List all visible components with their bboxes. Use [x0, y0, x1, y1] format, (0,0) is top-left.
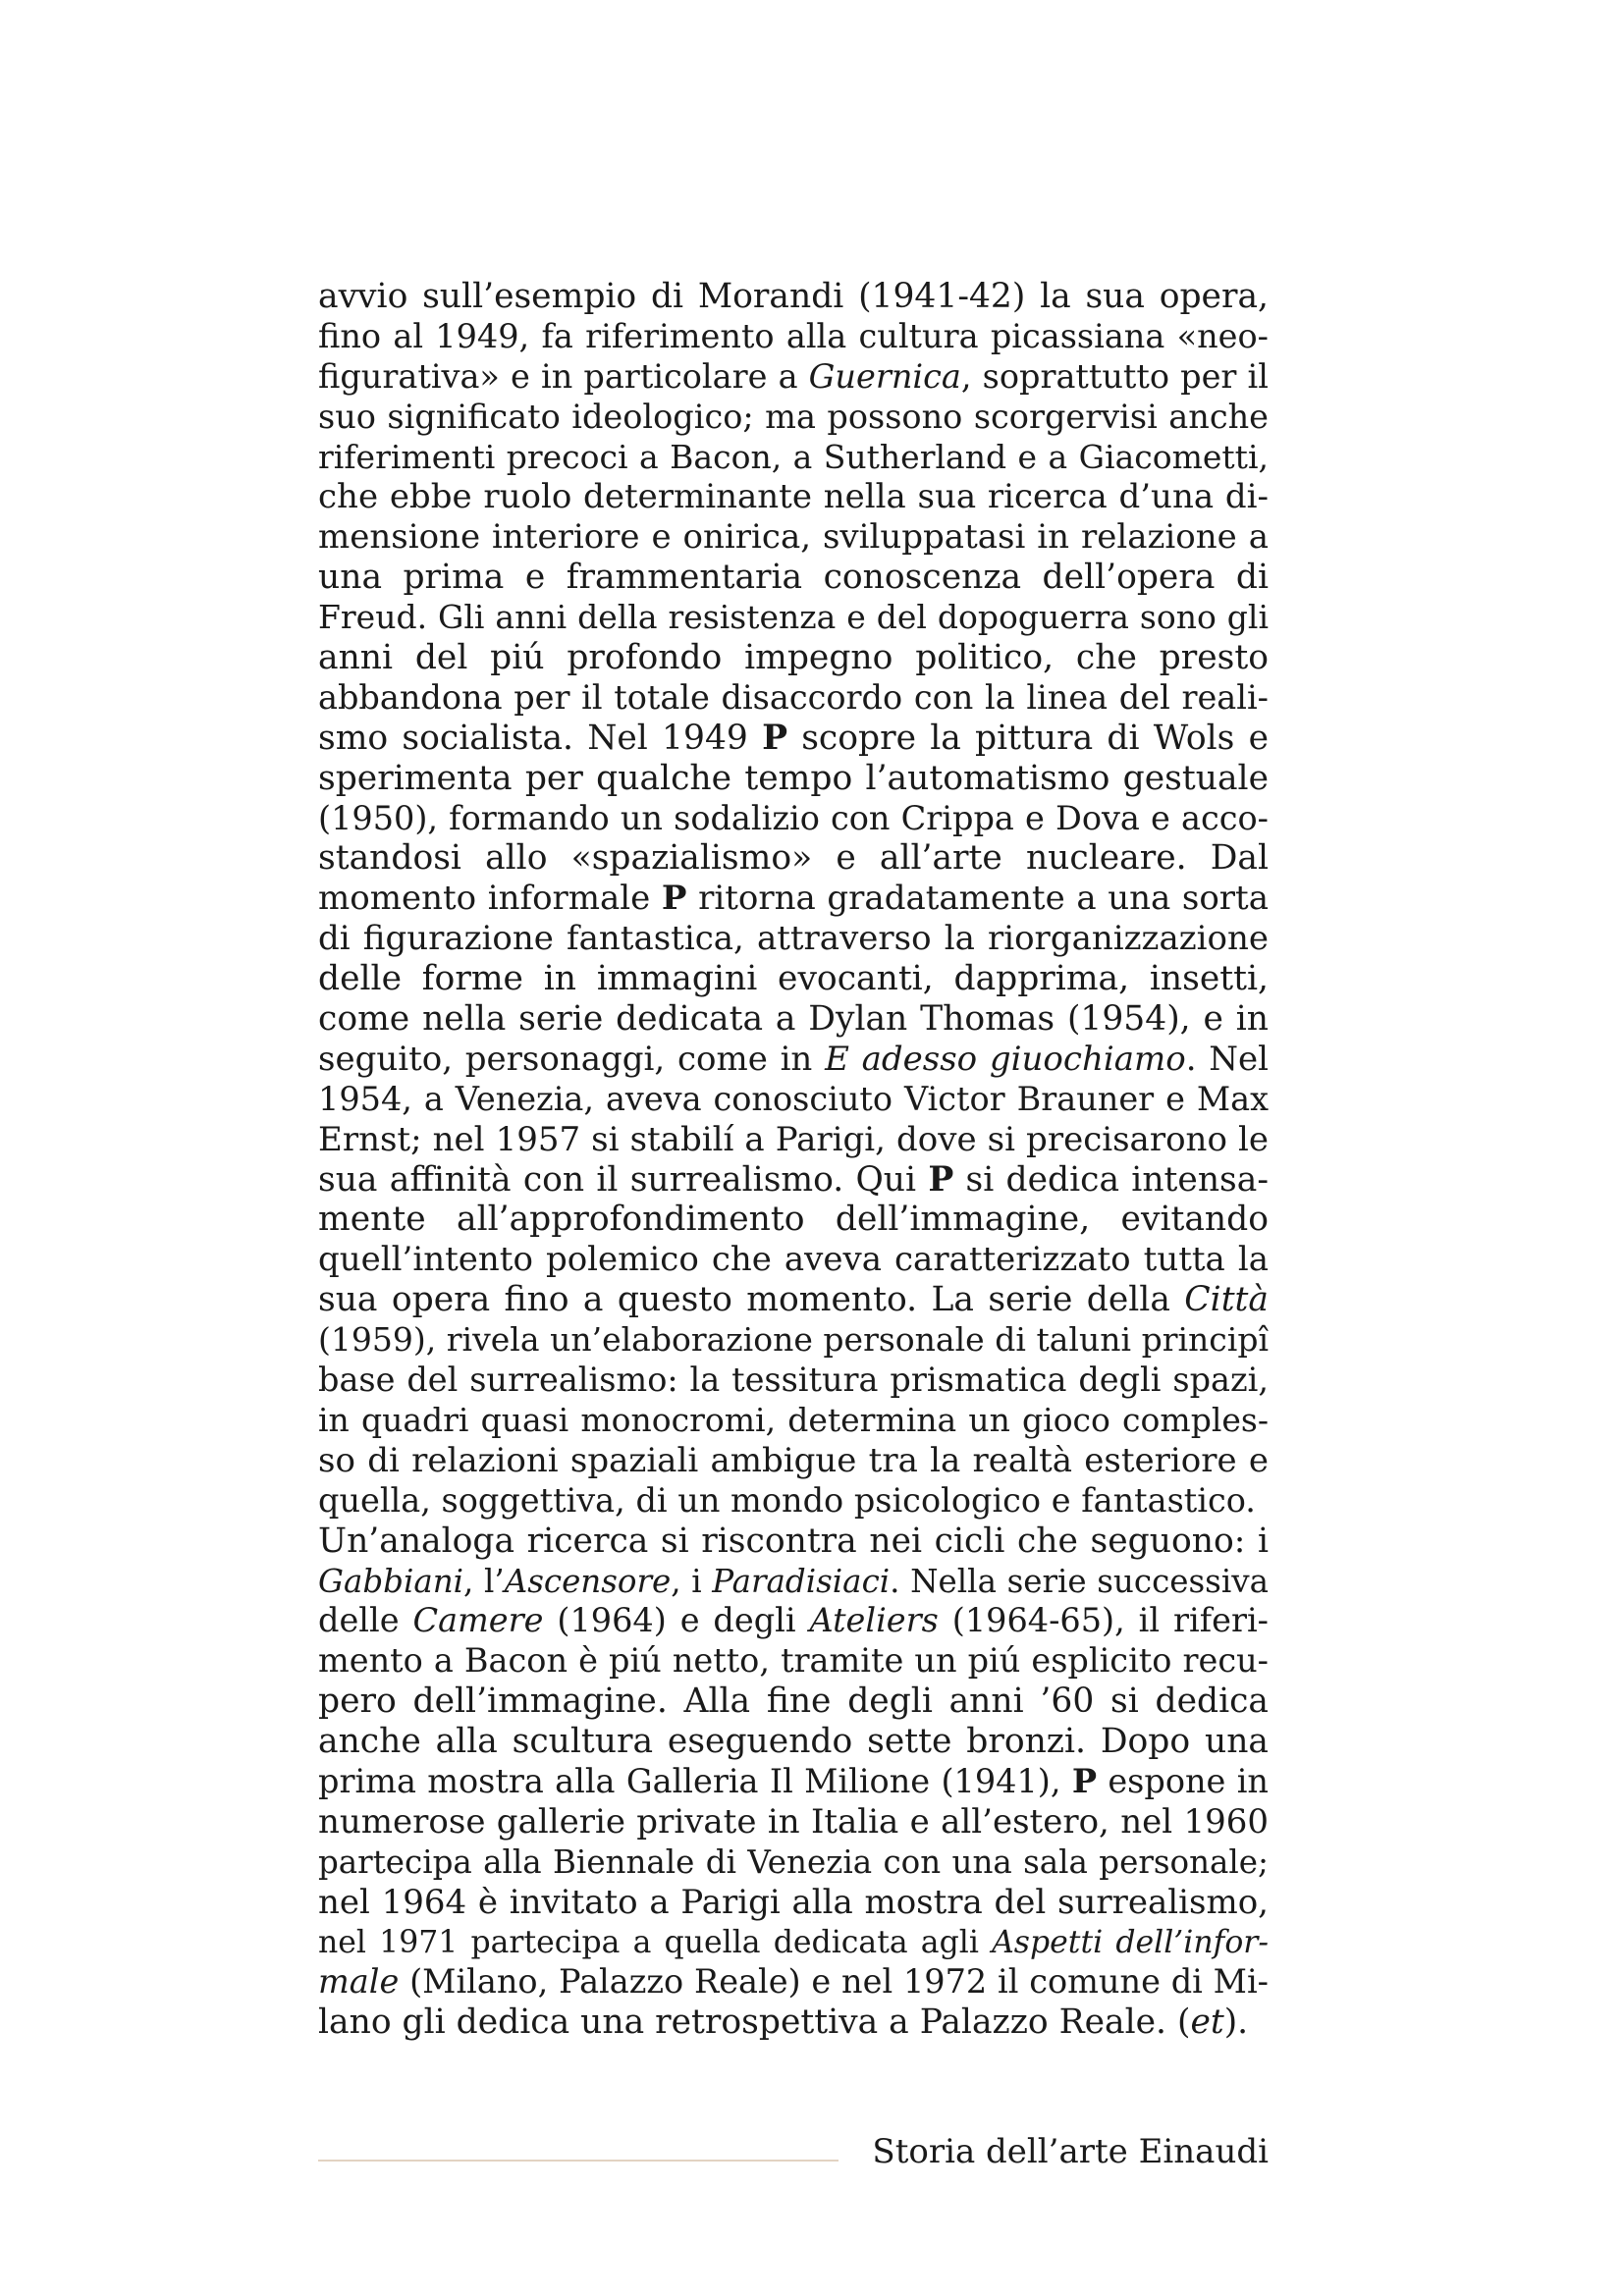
- italic-text: Paradisiaci: [712, 1562, 891, 1600]
- text-run: Ernst; nel 1957 si stabilí a Parigi, dove si precisarono le: [318, 1119, 1269, 1159]
- text-run: so di relazioni spaziali ambigue tra la realtà esteriore e: [318, 1440, 1269, 1480]
- text-run: una prima e frammentaria conoscenza dell’opera di: [318, 558, 1269, 598]
- text-run: standosi allo «spazialismo» e all’arte nucleare. Dal: [318, 838, 1269, 879]
- text-line: [318, 1080, 1269, 1120]
- text-run: quell’intento polemico che aveva caratterizzato tutta la: [318, 1240, 1269, 1280]
- text-line: [318, 678, 1269, 719]
- text-line: [318, 1481, 1269, 1522]
- text-run: delle: [318, 1601, 413, 1640]
- footer-title: Storia dell’arte Einaudi: [872, 2132, 1269, 2171]
- text-run: , i: [671, 1562, 713, 1600]
- text-line: [318, 1401, 1269, 1441]
- text-line: [318, 1160, 1269, 1201]
- text-line: [318, 517, 1269, 558]
- italic-text: Ateliers: [809, 1601, 939, 1640]
- text-run: prima mostra alla Galleria Il Milione (1941),: [318, 1761, 1072, 1800]
- text-run: espone in: [1097, 1761, 1269, 1800]
- text-run: , soprattutto per il: [960, 356, 1269, 396]
- italic-text: Guernica: [808, 356, 961, 396]
- bold-text: P: [762, 718, 788, 758]
- text-line: [318, 1962, 1269, 2002]
- text-run: seguito, personaggi, come in: [318, 1039, 826, 1079]
- text-run: sua opera fino a questo momento. La serie della: [318, 1280, 1185, 1320]
- text-line: [318, 959, 1269, 999]
- text-run: base del surrealismo: la tessitura prismatica degli spazi,: [318, 1361, 1269, 1400]
- text-line: [318, 838, 1269, 879]
- text-run: come nella serie dedicata a Dylan Thomas (1954), e in: [318, 999, 1269, 1040]
- italic-text: E adesso giuochiamo: [825, 1039, 1186, 1079]
- text-run: si dedica intensa-: [953, 1159, 1269, 1200]
- text-line: [318, 1682, 1269, 1722]
- text-line: [318, 1562, 1269, 1602]
- text-line: [318, 919, 1269, 959]
- text-line: [318, 277, 1269, 317]
- text-run: . Nella serie successiva: [890, 1562, 1269, 1600]
- text-line: [318, 1762, 1269, 1802]
- italic-text: et: [1190, 2002, 1224, 2043]
- text-run: anche alla scultura eseguendo sette bronzi. Dopo una: [318, 1722, 1269, 1762]
- text-line: [318, 1601, 1269, 1641]
- text-run: numerose gallerie private in Italia e all’estero, nel 1960: [318, 1801, 1269, 1842]
- italic-text: male: [318, 1962, 400, 2002]
- text-run: quella, soggettiva, di un mondo psicologico e fantastico.: [318, 1480, 1256, 1520]
- text-line: [318, 1802, 1269, 1842]
- text-run: mensione interiore e onirica, sviluppatasi in relazione a: [318, 517, 1269, 558]
- text-line: [318, 799, 1269, 839]
- footer-rule: [318, 2160, 839, 2162]
- italic-text: Camere: [412, 1601, 544, 1640]
- text-run: sperimenta per qualche tempo l’automatismo gestuale: [318, 758, 1269, 798]
- bold-text: P: [928, 1159, 954, 1200]
- text-run: mento a Bacon è piú netto, tramite un piú esplicito recu-: [318, 1641, 1269, 1681]
- text-run: pero dell’immagine. Alla fine degli anni ’60 si dedica: [318, 1682, 1269, 1722]
- text-run: fino al 1949, fa riferimento alla cultura picassiana «neo-: [318, 316, 1269, 355]
- text-run: momento informale: [318, 879, 662, 919]
- text-run: di figurazione fantastica, attraverso la riorganizzazione: [318, 919, 1269, 959]
- text-run: , l’: [463, 1562, 505, 1600]
- text-line: [318, 1040, 1269, 1080]
- italic-text: Gabbiani: [318, 1562, 464, 1600]
- text-line: [318, 357, 1269, 398]
- text-run: figurativa» e in particolare a: [318, 356, 809, 396]
- text-line: [318, 1722, 1269, 1762]
- text-run: riferimenti precoci a Bacon, a Sutherland e a Giacometti,: [318, 437, 1269, 476]
- text-line: [318, 598, 1269, 638]
- text-run: avvio sull’esempio di Morandi (1941-42) la sua opera,: [318, 277, 1269, 316]
- text-run: ritorna gradatamente a una sorta: [686, 879, 1269, 919]
- text-run: (1950), formando un sodalizio con Crippa e Dova e acco-: [318, 798, 1269, 837]
- text-run: mente all’approfondimento dell’immagine, evitando: [318, 1200, 1269, 1240]
- text-run: smo socialista. Nel 1949: [318, 718, 763, 758]
- text-line: [318, 438, 1269, 478]
- bold-text: P: [661, 879, 687, 919]
- text-run: nel 1971 partecipa a quella dedicata agli: [318, 1924, 993, 1960]
- text-run: suo significato ideologico; ma possono scorgervisi anche: [318, 397, 1269, 436]
- text-run: . Nel: [1185, 1039, 1269, 1079]
- text-run: Freud. Gli anni della resistenza e del dopoguerra sono gli: [318, 598, 1269, 637]
- text-line: [318, 999, 1269, 1040]
- text-run: partecipa alla Biennale di Venezia con una sala personale;: [318, 1842, 1269, 1881]
- italic-text: Aspetti dell’infor-: [992, 1924, 1269, 1960]
- text-line: [318, 638, 1269, 678]
- text-line: [318, 398, 1269, 438]
- text-run: lano gli dedica una retrospettiva a Palazzo Reale. (: [318, 2002, 1191, 2043]
- text-line: [318, 1923, 1269, 1963]
- text-line: [318, 1320, 1269, 1361]
- text-run: in quadri quasi monocromi, determina un gioco comples-: [318, 1400, 1269, 1439]
- text-line: [318, 477, 1269, 517]
- text-run: ).: [1223, 2002, 1249, 2043]
- text-line: [318, 317, 1269, 357]
- text-run: (1959), rivela un’elaborazione personale di taluni principî: [318, 1320, 1269, 1360]
- text-run: (1964) e degli: [543, 1601, 810, 1640]
- bold-text: P: [1071, 1761, 1098, 1800]
- text-run: anni del piú profondo impegno politico, che presto: [318, 638, 1269, 678]
- text-line: [318, 1280, 1269, 1320]
- text-line: [318, 1120, 1269, 1160]
- text-line: [318, 2002, 1269, 2043]
- text-run: delle forme in immagini evocanti, dapprima, insetti,: [318, 959, 1269, 999]
- text-line: [318, 1441, 1269, 1481]
- text-line: [318, 719, 1269, 759]
- text-run: sua affinità con il surrealismo. Qui: [318, 1159, 929, 1200]
- text-line: [318, 1240, 1269, 1280]
- text-run: (Milano, Palazzo Reale) e nel 1972 il comune di Mi-: [399, 1962, 1269, 2002]
- text-line: [318, 558, 1269, 598]
- text-line: [318, 759, 1269, 799]
- text-line: [318, 1641, 1269, 1682]
- text-run: Un’analoga ricerca si riscontra nei cicli che seguono: i: [318, 1521, 1269, 1561]
- text-line: [318, 879, 1269, 919]
- text-line: [318, 1522, 1269, 1562]
- text-run: scopre la pittura di Wols e: [787, 718, 1269, 758]
- text-line: [318, 1883, 1269, 1923]
- text-run: 1954, a Venezia, aveva conosciuto Victor Brauner e Max: [318, 1079, 1269, 1118]
- italic-text: Città: [1184, 1280, 1269, 1320]
- text-run: (1964-65), il riferi-: [938, 1601, 1269, 1640]
- text-run: che ebbe ruolo determinante nella sua ricerca d’una di-: [318, 477, 1269, 517]
- text-run: abbandona per il totale disaccordo con la linea del reali-: [318, 677, 1269, 717]
- text-line: [318, 1200, 1269, 1240]
- text-line: [318, 1361, 1269, 1401]
- text-line: [318, 1842, 1269, 1883]
- italic-text: Ascensore: [504, 1562, 672, 1600]
- body-text: [318, 277, 1269, 2043]
- text-run: nel 1964 è invitato a Parigi alla mostra del surrealismo,: [318, 1882, 1269, 1922]
